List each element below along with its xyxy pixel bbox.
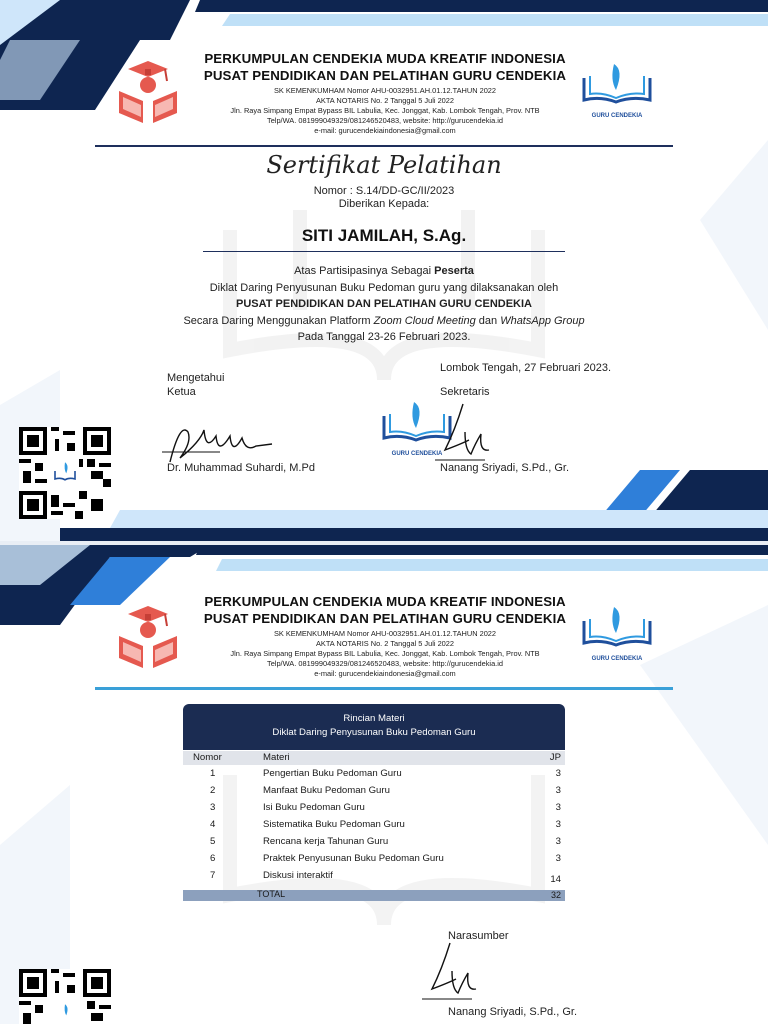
row-materi: Praktek Penyusunan Buku Pedoman Guru	[263, 853, 444, 864]
participation-line	[0, 265, 768, 277]
logo-label: GURU CENDEKIA	[591, 113, 643, 119]
qr-code[interactable]	[19, 427, 111, 519]
contact-phone: Telp/WA. 081999049329/081246520483, website: http://gurucendekia.id	[267, 116, 503, 125]
col-header-materi: Materi	[263, 752, 290, 763]
row-number: 5	[210, 836, 216, 847]
row-jp: 3	[555, 836, 561, 847]
logo-label: GURU CENDEKIA	[591, 656, 643, 662]
address: Jln. Raya Simpang Empat Bypass BIL Labulia, Kec. Jonggat, Kab. Lombok Tengah, Prov. NTB	[230, 649, 540, 658]
sk-number: SK KEMENKUMHAM Nomor AHU-0032951.AH.01.12.TAHUN 2022	[273, 86, 497, 95]
guru-cendekia-logo	[576, 60, 658, 119]
total-value: 32	[550, 890, 561, 900]
row-materi: Isi Buku Pedoman Guru	[263, 802, 365, 813]
certificate-title: Sertifikat Pelatihan	[266, 151, 502, 179]
row-number: 6	[210, 853, 216, 864]
contact-email: e-mail: gurucendekiaindonesia@gmail.com	[314, 669, 456, 678]
platform-line	[0, 315, 768, 327]
event-line: Diklat Daring Penyusunan Buku Pedoman guru yang dilaksanakan oleh	[209, 282, 559, 294]
materials-title-2: Diklat Daring Penyusunan Buku Pedoman Guru	[272, 727, 476, 738]
org-name-2: PUSAT PENDIDIKAN DAN PELATIHAN GURU CENDEKIA	[203, 611, 567, 626]
right-signer-name: Nanang Sriyadi, S.Pd., Gr.	[440, 462, 570, 474]
materials-table-header	[183, 704, 565, 750]
row-number: 3	[210, 802, 216, 813]
col-header-nomor: Nomor	[193, 752, 222, 763]
table-row	[183, 836, 565, 853]
letterhead-2	[200, 593, 570, 679]
sk-number: SK KEMENKUMHAM Nomor AHU-0032951.AH.01.12.TAHUN 2022	[273, 629, 497, 638]
org-name-1: PERKUMPULAN CENDEKIA MUDA KREATIF INDONESIA	[204, 51, 566, 66]
org-name-2: PUSAT PENDIDIKAN DAN PELATIHAN GURU CENDEKIA	[203, 68, 567, 83]
right-role: Sekretaris	[440, 386, 490, 398]
left-role-1: Mengetahui	[167, 372, 225, 384]
platform-whatsapp: WhatsApp Group	[500, 315, 585, 327]
row-jp: 3	[555, 802, 561, 813]
contact-phone: Telp/WA. 081999049329/081246520483, website: http://gurucendekia.id	[267, 659, 503, 668]
row-jp: 3	[555, 768, 561, 779]
letterhead	[200, 50, 570, 136]
platform-zoom: Zoom Cloud Meeting	[373, 315, 476, 327]
institute-logo-2	[113, 602, 183, 672]
organizer-line: PUSAT PENDIDIKAN DAN PELATIHAN GURU CENDEKIA	[236, 298, 532, 310]
row-number: 2	[210, 785, 216, 796]
row-number: 7	[210, 870, 216, 881]
participation-text: Atas Partisipasinya Sebagai	[294, 265, 435, 277]
total-row	[183, 890, 565, 901]
participation-role: Peserta	[434, 265, 474, 277]
row-materi: Manfaat Buku Pedoman Guru	[263, 785, 390, 796]
row-materi: Rencana kerja Tahunan Guru	[263, 836, 389, 847]
platform-and: dan	[475, 315, 501, 327]
institute-logo	[113, 57, 183, 127]
platform-text: Secara Daring Menggunakan Platform	[183, 315, 374, 327]
materials-column-headers	[183, 751, 565, 765]
given-to-label: Diberikan Kepada:	[338, 198, 430, 210]
contact-email: e-mail: gurucendekiaindonesia@gmail.com	[314, 126, 456, 135]
header-rule	[95, 145, 673, 147]
book-feather-icon	[576, 60, 658, 110]
header-rule-2	[95, 687, 673, 690]
materials-title-1: Rincian Materi	[343, 713, 405, 724]
row-jp: 14	[550, 874, 561, 885]
akta-number: AKTA NOTARIS No. 2 Tanggal 5 Juli 2022	[315, 96, 455, 105]
left-role-2: Ketua	[167, 386, 196, 398]
row-materi: Sistematika Buku Pedoman Guru	[263, 819, 405, 830]
table-row	[183, 853, 565, 870]
book-feather-icon	[576, 603, 658, 653]
table-row	[183, 785, 565, 802]
recipient-name: SITI JAMILAH, S.Ag.	[301, 226, 467, 245]
row-number: 4	[210, 819, 216, 830]
akta-number: AKTA NOTARIS No. 2 Tanggal 5 Juli 2022	[315, 639, 455, 648]
certificate-number: Nomor : S.14/DD-GC/II/2023	[313, 185, 455, 197]
row-jp: 3	[555, 785, 561, 796]
address: Jln. Raya Simpang Empat Bypass BIL Labulia, Kec. Jonggat, Kab. Lombok Tengah, Prov. NTB	[230, 106, 540, 115]
narasumber-signature	[412, 939, 482, 1009]
row-materi: Pengertian Buku Pedoman Guru	[263, 768, 402, 779]
org-name-1: PERKUMPULAN CENDEKIA MUDA KREATIF INDONESIA	[204, 594, 566, 609]
table-row	[183, 768, 565, 785]
recipient-underline	[203, 251, 565, 252]
row-number: 1	[210, 768, 216, 779]
col-header-jp: JP	[549, 752, 561, 763]
narasumber-name: Nanang Sriyadi, S.Pd., Gr.	[448, 1006, 578, 1018]
place-date: Lombok Tengah, 27 Februari 2023.	[440, 362, 612, 374]
table-row	[183, 870, 565, 887]
left-signer-name: Dr. Muhammad Suhardi, M.Pd	[167, 462, 315, 474]
row-jp: 3	[555, 853, 561, 864]
table-row	[183, 819, 565, 836]
narasumber-label: Narasumber	[448, 930, 509, 942]
row-materi: Diskusi interaktif	[263, 870, 333, 881]
date-line: Pada Tanggal 23-26 Februari 2023.	[297, 331, 471, 343]
total-label: TOTAL	[257, 889, 286, 899]
guru-cendekia-logo-2	[576, 603, 658, 662]
table-row	[183, 802, 565, 819]
materials-page	[0, 545, 768, 1024]
stamp-label: GURU CENDEKIA	[391, 451, 443, 457]
row-jp: 3	[555, 819, 561, 830]
right-signature	[425, 400, 495, 470]
qr-code-2[interactable]	[19, 969, 111, 1024]
